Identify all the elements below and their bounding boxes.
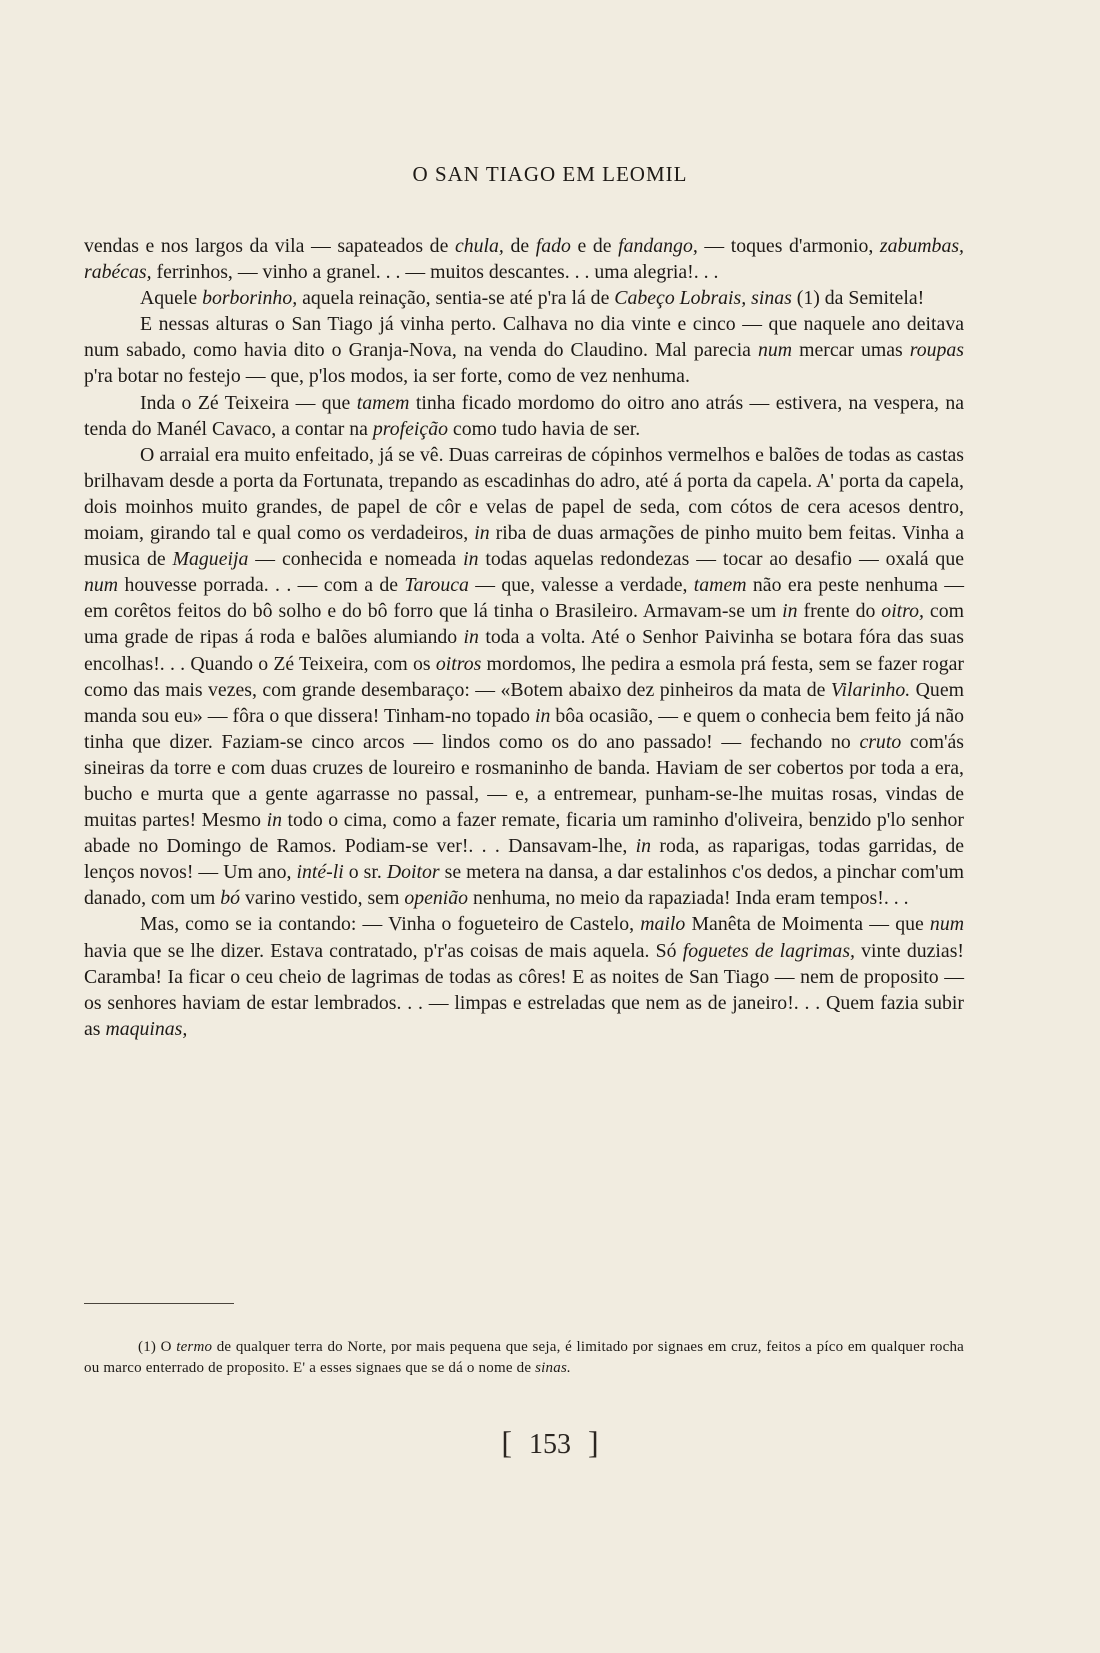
footnote-rule [84, 1303, 234, 1304]
paragraph: E nessas alturas o San Tiago já vinha perto. Calhava no dia vinte e cinco — que naquele ano deitava num sabado, como havia dito o Granja-Nova, na venda do Claudino. Mal parecia num mercar umas roupas p'ra botar no festejo — que, p'los modos, ia ser forte, como de vez nenhuma. [84, 313, 964, 388]
footnote: (1) O termo de qualquer terra do Norte, por mais pequena que seja, é limitado por signaes em cruz, feitos a píco em qualquer rocha ou marco enterrado de proposito. E' a esses signaes que se dá o nome de sinas. [84, 1339, 965, 1376]
page-number [0, 1424, 1100, 1461]
body-text [84, 233, 964, 1042]
paragraph: Aquele borborinho, aquela reinação, sentia-se até p'ra lá de Cabeço Lobrais, sinas (1) da Semitela! [140, 287, 925, 310]
running-head: O SAN TIAGO EM LEOMIL [412, 162, 688, 186]
paragraph: Inda o Zé Teixeira — que tamem tinha ficado mordomo do oitro ano atrás — estivera, na vespera, na tenda do Manél Cavaco, a contar na profeição como tudo havia de ser. [84, 391, 965, 440]
paragraph: O arraial era muito enfeitado, já se vê. Duas carreiras de cópinhos vermelhos e balões de todas as castas brilhavam desde a porta da Fortunata, trepando as escadinhas do adro, até á porta da capela. A' porta da capela, dois moinhos muito grandes, de papel de côr e velas de papel de seda, com cótos de cera acesos dentro, moiam, girando tal e qual como os verdadeiros, in riba de duas armações de pinho muito bem feitas. Vinha a musica de Magueija — conhecida e nomeada in todas aquelas redondezas — tocar ao desafio — oxalá que num houvesse porrada. . . — com a de Tarouca — que, valesse a verdade, tamem não era peste nenhuma — em corêtos feitos do bô solho e do bô forro que lá tinha o Brasileiro. Armavam-se um in frente do oitro, com uma grade de ripas á roda e balões alumiando in toda a volta. Até o Senhor Paivinha se botara fóra das suas encolhas!. . . Quando o Zé Teixeira, com os oitros mordomos, lhe pedira a esmola prá festa, sem se fazer rogar como das mais vezes, com grande desembaraço: — «Botem abaixo dez pinheiros da mata de Vilarinho. Quem manda sou eu» — fôra o que dissera! Tinham-no topado in bôa ocasião, — e quem o conhecia bem feito já não tinha que dizer. Faziam-se cinco arcos — lindos como os do ano passado! — fechando no cruto com'ás sineiras da torre e com duas cruzes de loureiro e rosmaninho de banda. Haviam de ser cobertos por toda a era, bucho e murta que a gente agarrasse no passal, — e, a entremear, punham-se-lhe muitas rosas, vindas de muitas partes! Mesmo in todo o cima, como a fazer remate, ficaria um raminho d'oliveira, benzido p'lo senhor abade no Domingo de Ramos. Podiam-se ver!. . . Dansavam-lhe, in roda, as raparigas, todas garridas, de lenços novos! — Um ano, inté-li o sr. Doitor se metera na dansa, a dar estalinhos c'os dedos, a pinchar com'um danado, com um bó varino vestido, sem openião nenhuma, no meio da rapaziada! Inda eram tempos!. . . [84, 443, 965, 910]
paragraph: vendas e nos largos da vila — sapateados de chula, de fado e de fandango, — toques d'armonio, zabumbas, rabécas, ferrinhos, — vinho a granel. . . — muitos descantes. . . uma alegria!. . . [84, 235, 964, 284]
page-number-value: 153 [529, 1429, 571, 1460]
page-number-close-bracket: ] [588, 1424, 599, 1460]
paragraph: Mas, como se ia contando: — Vinha o fogueteiro de Castelo, mailo Manêta de Moimenta — que num havia que se lhe dizer. Estava contratado, p'r'as coisas de mais aquela. Só foguetes de lagrimas, vinte duzias! Caramba! Ia ficar o ceu cheio de lagrimas de todas as côres! E as noites de San Tiago — nem de proposito — os senhores haviam de estar lembrados. . . — limpas e estreladas que nem as de janeiro!. . . Quem fazia subir as maquinas, [84, 913, 964, 1040]
page-number-open-bracket: [ [501, 1424, 512, 1460]
